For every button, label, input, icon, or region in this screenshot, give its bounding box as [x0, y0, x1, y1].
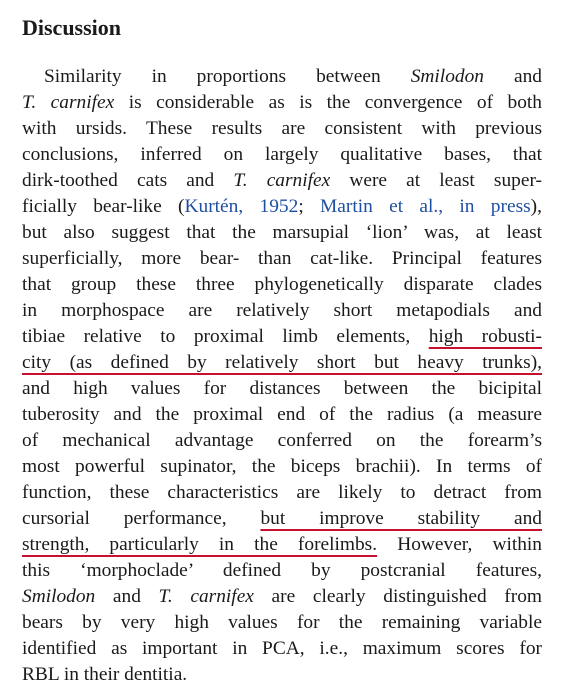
text-span: function, these characteristics are likely to detract from: [22, 482, 542, 503]
section-heading: Discussion: [22, 15, 122, 40]
text-span: with ursids. These results are consistent with previous: [22, 118, 542, 139]
highlighted-text: high robusti-: [428, 326, 542, 347]
text-span: tuberosity and the proximal end of the radius (a measure: [22, 404, 542, 425]
text-span: were at least super-: [330, 170, 542, 191]
text-line: [22, 324, 542, 350]
text-span: However, within: [377, 534, 542, 555]
text-line: [22, 220, 542, 246]
text-span: Similarity in proportions between: [44, 66, 411, 87]
text-span: most powerful supinator, the biceps brachii). In terms of: [22, 456, 542, 477]
text-span: ;: [298, 196, 321, 217]
text-line: [22, 376, 542, 402]
text-line: [22, 558, 542, 584]
text-line: [22, 142, 542, 168]
text-span: ),: [530, 196, 542, 217]
text-span: is considerable as is the convergence of both: [114, 92, 543, 113]
text-line: [22, 272, 542, 298]
highlighted-text: city (as defined by relatively short but heavy trunks),: [22, 352, 542, 373]
text-line: [22, 298, 542, 324]
text-span: and high values for distances between the bicipital: [22, 378, 542, 399]
text-line: [22, 90, 542, 116]
text-line: [22, 402, 542, 428]
text-line: [22, 246, 542, 272]
text-span: RBL in their dentitia.: [22, 664, 188, 685]
text-line: [22, 454, 542, 480]
text-line: [22, 584, 542, 610]
text-line: [22, 532, 542, 558]
italic-text: T. carnifex: [22, 92, 115, 113]
text-line: [22, 480, 542, 506]
text-line: [22, 194, 542, 220]
text-line: [22, 662, 542, 688]
text-span: cursorial performance,: [22, 508, 261, 529]
text-span: dirk-toothed cats and: [22, 170, 234, 191]
text-span: but also suggest that the marsupial ‘lion’ was, at least: [22, 222, 542, 243]
text-span: and: [95, 586, 159, 607]
text-line: [22, 64, 542, 90]
text-line: [22, 428, 542, 454]
text-span: are clearly distinguished from: [253, 586, 543, 607]
text-line: [22, 636, 542, 662]
text-line: [22, 350, 542, 376]
italic-text: Smilodon: [22, 586, 96, 607]
text-span: and: [483, 66, 542, 87]
text-span: superficially, more bear- than cat-like. Principal features: [22, 248, 542, 269]
text-span: ficially bear-like (: [22, 196, 185, 217]
italic-text: T. carnifex: [158, 586, 254, 607]
highlighted-text: strength, particularly in the forelimbs.: [22, 534, 378, 555]
text-span: in morphospace are relatively short metapodials and: [22, 300, 542, 321]
discussion-paragraph: [22, 64, 542, 688]
text-span: that group these three phylogenetically disparate clades: [22, 274, 542, 295]
text-line: [22, 506, 542, 532]
citation-link[interactable]: Martin et al., in press: [320, 196, 531, 217]
highlighted-text: but improve stability and: [260, 508, 542, 529]
text-line: [22, 610, 542, 636]
text-span: of mechanical advantage conferred on the forearm’s: [22, 430, 542, 451]
italic-text: Smilodon: [410, 66, 484, 87]
italic-text: T. carnifex: [233, 170, 331, 191]
text-span: this ‘morphoclade’ defined by postcranial features,: [22, 560, 542, 581]
text-span: conclusions, inferred on largely qualitative bases, that: [22, 144, 542, 165]
text-span: tibiae relative to proximal limb elements,: [22, 326, 429, 347]
text-span: bears by very high values for the remaining variable: [22, 612, 542, 633]
citation-link[interactable]: Kurtén, 1952: [184, 196, 299, 217]
text-span: identified as important in PCA, i.e., maximum scores for: [22, 638, 542, 659]
text-line: [22, 116, 542, 142]
text-line: [22, 168, 542, 194]
